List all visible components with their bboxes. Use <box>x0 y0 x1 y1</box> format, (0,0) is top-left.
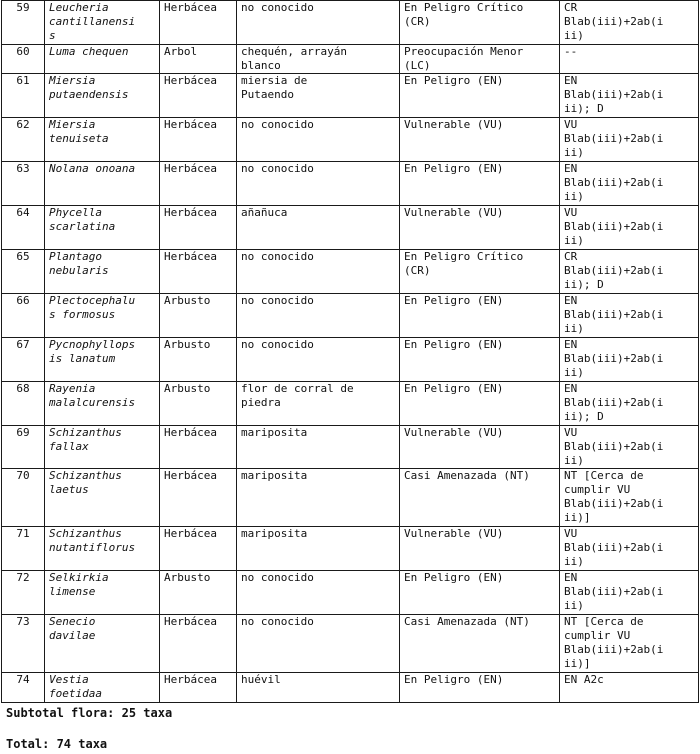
criteria-cell: EN Blab(iii)+2ab(i ii) <box>560 571 699 615</box>
table-row <box>2 250 699 294</box>
table-row <box>2 74 699 118</box>
table-row <box>2 469 699 527</box>
scientific-name-cell: Senecio davilae <box>45 615 160 673</box>
scientific-name-cell: Phycella scarlatina <box>45 206 160 250</box>
table-row <box>2 338 699 382</box>
growth-habit-cell: Arbol <box>160 45 237 74</box>
growth-habit-cell: Herbácea <box>160 118 237 162</box>
scientific-name-cell: Nolana onoana <box>45 162 160 206</box>
conservation-status-cell: En Peligro (EN) <box>400 673 560 703</box>
growth-habit-cell: Herbácea <box>160 673 237 703</box>
common-name-cell: huévil <box>237 673 400 703</box>
common-name-cell: no conocido <box>237 118 400 162</box>
growth-habit-cell: Herbácea <box>160 469 237 527</box>
growth-habit-cell: Arbusto <box>160 382 237 426</box>
growth-habit-cell: Herbácea <box>160 1 237 45</box>
criteria-cell: NT [Cerca de cumplir VU Blab(iii)+2ab(i ii)] <box>560 469 699 527</box>
species-number-cell: 67 <box>2 338 45 382</box>
common-name-cell: chequén, arrayán blanco <box>237 45 400 74</box>
conservation-status-cell: En Peligro (EN) <box>400 571 560 615</box>
conservation-status-cell: Vulnerable (VU) <box>400 118 560 162</box>
table-row <box>2 162 699 206</box>
species-number-cell: 66 <box>2 294 45 338</box>
species-number-cell: 72 <box>2 571 45 615</box>
common-name-cell: mariposita <box>237 469 400 527</box>
common-name-cell: no conocido <box>237 162 400 206</box>
species-table-body <box>2 1 699 703</box>
criteria-cell: VU Blab(iii)+2ab(i ii) <box>560 206 699 250</box>
criteria-cell: CR Blab(iii)+2ab(i ii) <box>560 1 699 45</box>
growth-habit-cell: Herbácea <box>160 426 237 469</box>
species-number-cell: 74 <box>2 673 45 703</box>
criteria-cell: EN A2c <box>560 673 699 703</box>
growth-habit-cell: Arbusto <box>160 294 237 338</box>
conservation-status-cell: Vulnerable (VU) <box>400 527 560 571</box>
common-name-cell: no conocido <box>237 571 400 615</box>
conservation-status-cell: Vulnerable (VU) <box>400 206 560 250</box>
table-row <box>2 673 699 703</box>
conservation-status-cell: En Peligro (EN) <box>400 382 560 426</box>
criteria-cell: EN Blab(iii)+2ab(i ii); D <box>560 74 699 118</box>
table-row <box>2 206 699 250</box>
common-name-cell: añañuca <box>237 206 400 250</box>
criteria-cell: VU Blab(iii)+2ab(i ii) <box>560 527 699 571</box>
table-row <box>2 615 699 673</box>
species-number-cell: 70 <box>2 469 45 527</box>
criteria-cell: EN Blab(iii)+2ab(i ii) <box>560 162 699 206</box>
common-name-cell: no conocido <box>237 1 400 45</box>
common-name-cell: mariposita <box>237 426 400 469</box>
common-name-cell: no conocido <box>237 338 400 382</box>
species-number-cell: 69 <box>2 426 45 469</box>
growth-habit-cell: Herbácea <box>160 527 237 571</box>
growth-habit-cell: Arbusto <box>160 338 237 382</box>
species-number-cell: 64 <box>2 206 45 250</box>
common-name-cell: flor de corral de piedra <box>237 382 400 426</box>
scientific-name-cell: Miersia tenuiseta <box>45 118 160 162</box>
table-row <box>2 426 699 469</box>
growth-habit-cell: Arbusto <box>160 571 237 615</box>
species-number-cell: 62 <box>2 118 45 162</box>
species-number-cell: 73 <box>2 615 45 673</box>
table-row <box>2 118 699 162</box>
scientific-name-cell: Plectocephalu s formosus <box>45 294 160 338</box>
species-number-cell: 59 <box>2 1 45 45</box>
scientific-name-cell: Schizanthus fallax <box>45 426 160 469</box>
species-number-cell: 71 <box>2 527 45 571</box>
criteria-cell: VU Blab(iii)+2ab(i ii) <box>560 426 699 469</box>
conservation-status-cell: En Peligro (EN) <box>400 294 560 338</box>
subtotal-line: Subtotal flora: 25 taxa <box>6 706 173 720</box>
criteria-cell: -- <box>560 45 699 74</box>
scientific-name-cell: Schizanthus laetus <box>45 469 160 527</box>
scientific-name-cell: Miersia putaendensis <box>45 74 160 118</box>
conservation-status-cell: En Peligro Crítico (CR) <box>400 250 560 294</box>
criteria-cell: EN Blab(iii)+2ab(i ii) <box>560 338 699 382</box>
total-line: Total: 74 taxa <box>6 737 108 751</box>
common-name-cell: no conocido <box>237 294 400 338</box>
conservation-status-cell: Preocupación Menor (LC) <box>400 45 560 74</box>
scientific-name-cell: Pycnophyllops is lanatum <box>45 338 160 382</box>
conservation-status-cell: En Peligro (EN) <box>400 162 560 206</box>
species-number-cell: 65 <box>2 250 45 294</box>
species-number-cell: 68 <box>2 382 45 426</box>
table-row <box>2 382 699 426</box>
table-row <box>2 527 699 571</box>
scientific-name-cell: Rayenia malalcurensis <box>45 382 160 426</box>
scientific-name-cell: Plantago nebularis <box>45 250 160 294</box>
criteria-cell: VU Blab(iii)+2ab(i ii) <box>560 118 699 162</box>
table-row <box>2 571 699 615</box>
table-row <box>2 1 699 45</box>
growth-habit-cell: Herbácea <box>160 250 237 294</box>
criteria-cell: NT [Cerca de cumplir VU Blab(iii)+2ab(i ii)] <box>560 615 699 673</box>
species-number-cell: 60 <box>2 45 45 74</box>
species-number-cell: 61 <box>2 74 45 118</box>
conservation-status-cell: En Peligro Crítico (CR) <box>400 1 560 45</box>
scientific-name-cell: Leucheria cantillanensi s <box>45 1 160 45</box>
conservation-status-cell: En Peligro (EN) <box>400 338 560 382</box>
species-table <box>1 0 699 703</box>
growth-habit-cell: Herbácea <box>160 162 237 206</box>
scientific-name-cell: Schizanthus nutantiflorus <box>45 527 160 571</box>
common-name-cell: miersia de Putaendo <box>237 74 400 118</box>
criteria-cell: EN Blab(iii)+2ab(i ii) <box>560 294 699 338</box>
table-row <box>2 294 699 338</box>
growth-habit-cell: Herbácea <box>160 74 237 118</box>
conservation-status-cell: Casi Amenazada (NT) <box>400 469 560 527</box>
common-name-cell: mariposita <box>237 527 400 571</box>
conservation-status-cell: En Peligro (EN) <box>400 74 560 118</box>
table-row <box>2 45 699 74</box>
species-number-cell: 63 <box>2 162 45 206</box>
scientific-name-cell: Selkirkia limense <box>45 571 160 615</box>
growth-habit-cell: Herbácea <box>160 206 237 250</box>
conservation-status-cell: Vulnerable (VU) <box>400 426 560 469</box>
common-name-cell: no conocido <box>237 615 400 673</box>
conservation-status-cell: Casi Amenazada (NT) <box>400 615 560 673</box>
growth-habit-cell: Herbácea <box>160 615 237 673</box>
scientific-name-cell: Vestia foetidaa <box>45 673 160 703</box>
common-name-cell: no conocido <box>237 250 400 294</box>
criteria-cell: CR Blab(iii)+2ab(i ii); D <box>560 250 699 294</box>
criteria-cell: EN Blab(iii)+2ab(i ii); D <box>560 382 699 426</box>
scientific-name-cell: Luma chequen <box>45 45 160 74</box>
